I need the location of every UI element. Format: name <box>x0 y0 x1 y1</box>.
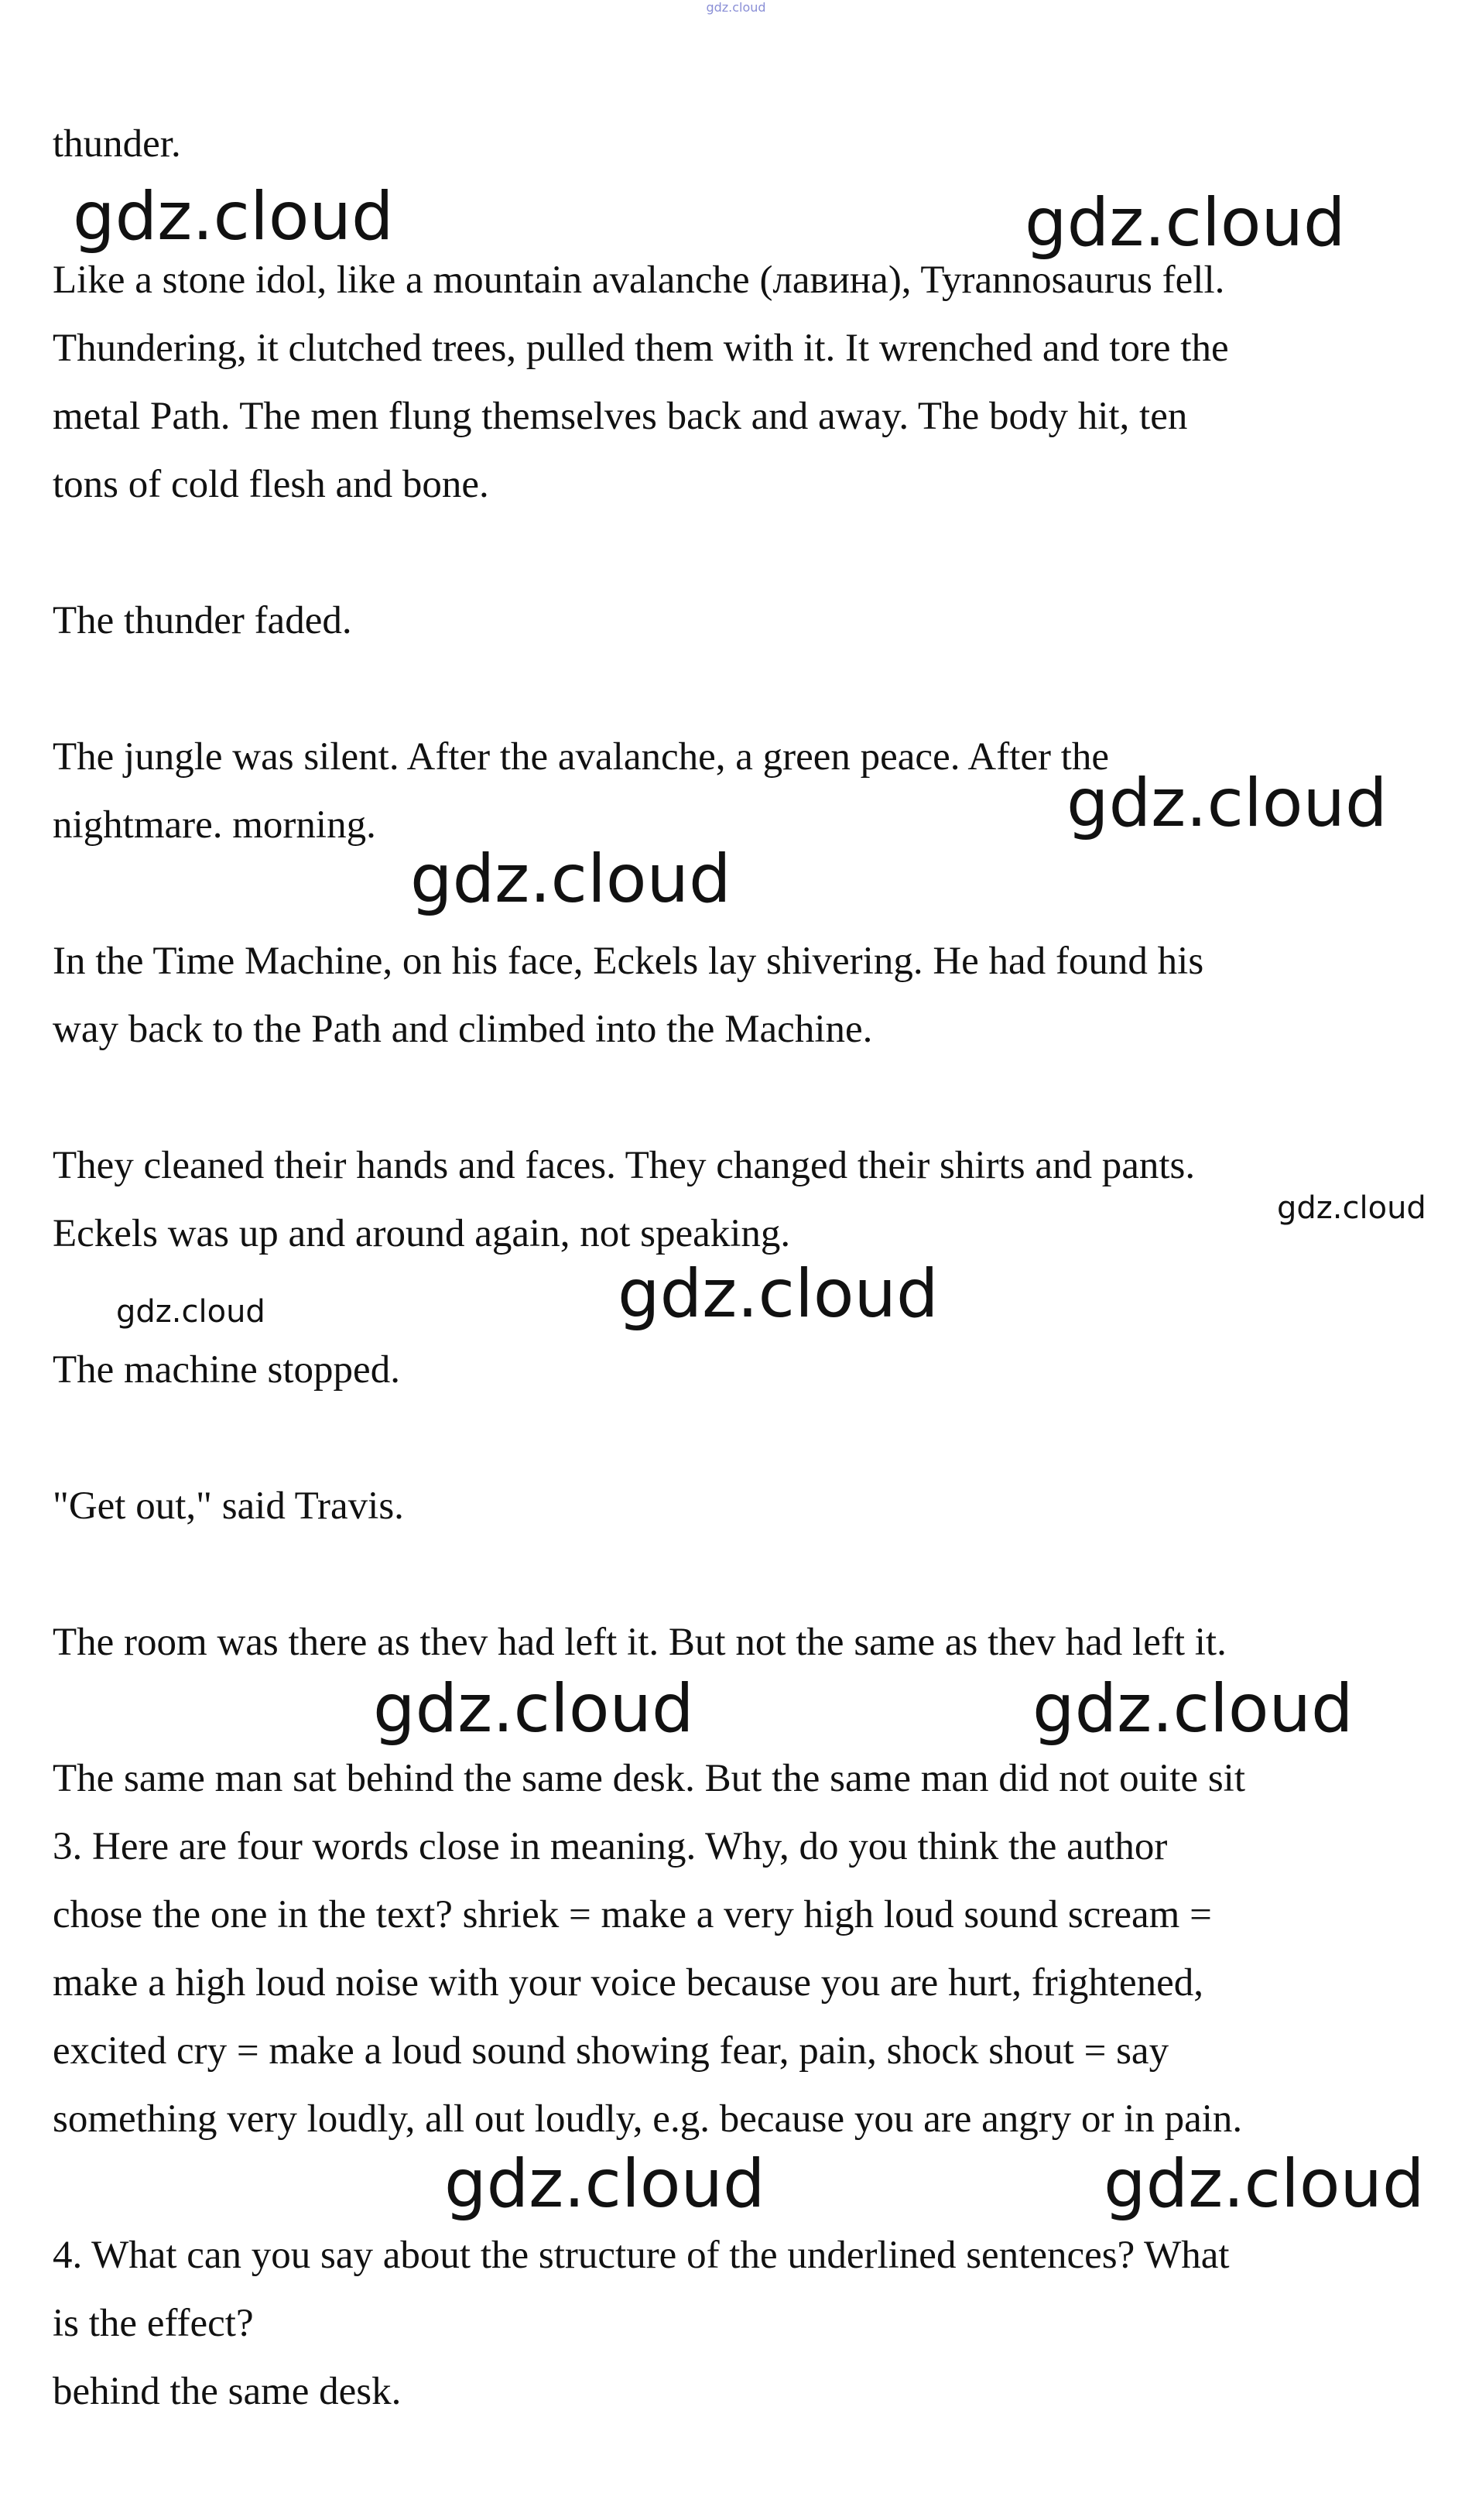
text-line: nightmare. morning. <box>53 803 376 847</box>
header-watermark: gdz.cloud <box>706 0 766 15</box>
text-line: 4. What can you say about the structure of the underlined sentences? What <box>53 2234 1230 2277</box>
text-line: Thundering, it clutched trees, pulled them with it. It wrenched and tore the <box>53 327 1229 370</box>
text-line: The same man sat behind the same desk. But the same man did not ouite sit <box>53 1757 1246 1800</box>
watermark: gdz.cloud <box>1066 765 1388 842</box>
watermark: gdz.cloud <box>410 841 731 918</box>
watermark: gdz.cloud <box>373 1670 694 1748</box>
text-line: The jungle was silent. After the avalanche, a green peace. After the <box>53 735 1110 779</box>
text-line: way back to the Path and climbed into the Machine. <box>53 1008 873 1051</box>
text-line: thunder. <box>53 122 181 166</box>
text-line: tons of cold flesh and bone. <box>53 463 489 506</box>
watermark: gdz.cloud <box>73 178 394 255</box>
text-line: excited cry = make a loud sound showing fear, pain, shock shout = say <box>53 2029 1169 2073</box>
watermark: gdz.cloud <box>116 1294 265 1330</box>
text-line: They cleaned their hands and faces. They changed their shirts and pants. <box>53 1144 1196 1187</box>
paragraph-question-4 <box>53 2221 1446 2426</box>
paragraph-same-man-question-3 <box>53 1744 1446 2153</box>
text-line: is the effect? <box>53 2302 254 2345</box>
paragraph-thunder <box>53 110 1446 178</box>
text-line: chose the one in the text? shriek = make a very high loud sound scream = <box>53 1893 1212 1936</box>
watermark: gdz.cloud <box>1277 1190 1426 1226</box>
text-line: The machine stopped. <box>53 1348 400 1392</box>
text-line: "Get out," said Travis. <box>53 1484 404 1528</box>
paragraph-room <box>53 1608 1446 1676</box>
watermark: gdz.cloud <box>1032 1670 1354 1748</box>
text-line: 3. Here are four words close in meaning. Why, do you think the author <box>53 1825 1168 1868</box>
text-line: metal Path. The men flung themselves back and away. The body hit, ten <box>53 395 1188 438</box>
paragraph-avalanche <box>53 246 1446 519</box>
text-line: In the Time Machine, on his face, Eckels lay shivering. He had found his <box>53 940 1204 983</box>
paragraph-get-out <box>53 1472 1446 1540</box>
paragraph-time-machine <box>53 927 1446 1063</box>
watermark: gdz.cloud <box>444 2145 765 2223</box>
watermark: gdz.cloud <box>1025 184 1346 262</box>
text-line: The room was there as thev had left it. But not the same as thev had left it. <box>53 1621 1227 1664</box>
paragraph-machine-stopped <box>53 1336 1446 1404</box>
text-line: Eckels was up and around again, not speaking. <box>53 1212 791 1255</box>
text-line: something very loudly, all out loudly, e.g. because you are angry or in pain. <box>53 2097 1243 2141</box>
text-line: behind the same desk. <box>53 2370 402 2413</box>
paragraph-thunder-faded <box>53 587 1446 655</box>
paragraph-cleaned <box>53 1132 1446 1268</box>
watermark: gdz.cloud <box>1104 2145 1425 2223</box>
text-line: Like a stone idol, like a mountain avalanche (лавина), Tyrannosaurus fell. <box>53 259 1225 302</box>
text-line: The thunder faded. <box>53 599 352 642</box>
text-line: make a high loud noise with your voice because you are hurt, frightened, <box>53 1961 1204 2005</box>
watermark: gdz.cloud <box>618 1255 939 1333</box>
